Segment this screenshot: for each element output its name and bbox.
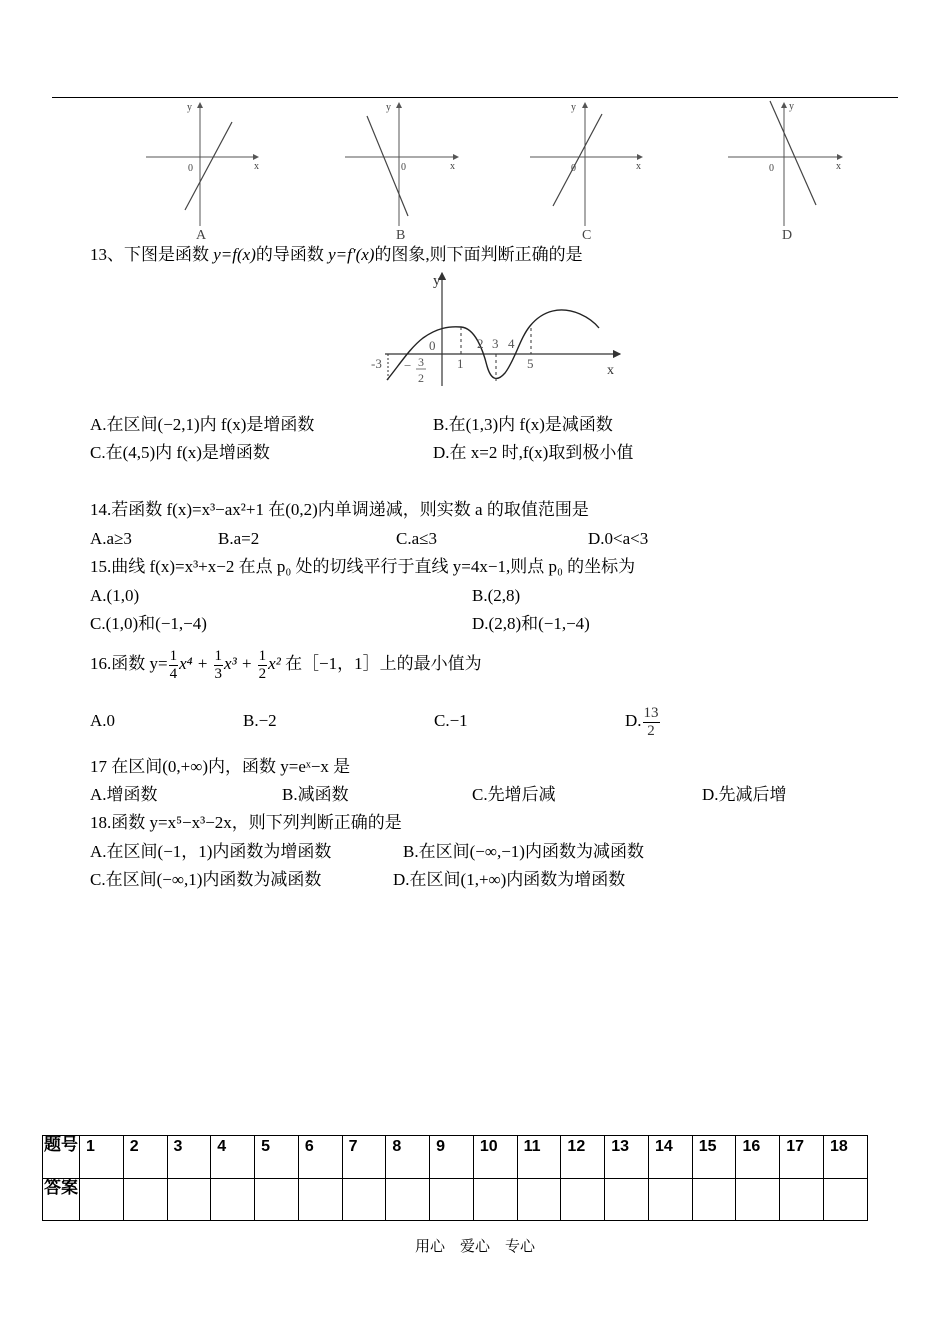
graph-d-origin: 0 (769, 163, 774, 174)
answer-cell[interactable] (648, 1178, 692, 1221)
question-number-cell: 4 (211, 1136, 255, 1179)
question-number-cell: 12 (561, 1136, 605, 1179)
graph-a-label: A (196, 228, 207, 243)
question-number-cell: 6 (298, 1136, 342, 1179)
q18-stem: 18.函数 y=x⁵−x³−2x，则下列判断正确的是 (90, 813, 402, 832)
q17-option-a[interactable]: A.增函数 (90, 785, 158, 804)
question-number-cell: 13 (605, 1136, 649, 1179)
q18-option-a[interactable]: A.在区间(−1，1)内函数为增函数 (90, 842, 332, 861)
answer-table-answer-row (43, 1178, 868, 1221)
graph-d-line (770, 101, 816, 205)
graph-b-ylabel: y (386, 102, 391, 113)
tick-3: 3 (492, 336, 499, 351)
q16-option-d[interactable] (625, 701, 661, 741)
question-number-cell: 10 (473, 1136, 517, 1179)
tick-1: 1 (457, 356, 464, 371)
q16-term-2: x³ + (224, 654, 253, 673)
answer-cell[interactable] (255, 1178, 299, 1221)
answer-cell[interactable] (736, 1178, 780, 1221)
question-number-cell: 2 (123, 1136, 167, 1179)
q15-stem: 15.曲线 f(x)=x³+x−2 在点 p₀ 处的切线平行于直线 y=4x−1,则点 p₀ 的坐标为 (90, 557, 636, 576)
graph-d-label: D (782, 228, 793, 243)
graph-d (728, 101, 842, 243)
tick-2: 2 (477, 336, 484, 351)
q16-option-b[interactable]: B.−2 (243, 711, 277, 730)
answer-cell[interactable] (517, 1178, 561, 1221)
derivative-origin: 0 (429, 338, 436, 353)
q14-option-c[interactable]: C.a≤3 (396, 529, 437, 548)
q15-option-b[interactable]: B.(2,8) (472, 586, 521, 605)
tick-4: 4 (508, 336, 515, 351)
graph-c (530, 102, 642, 243)
q16-option-d-frac: $\frac{13}{2}$ (643, 704, 659, 739)
answer-table-header-answer: 答案 (43, 1178, 80, 1221)
page-footer: 用心 爱心 专心 (414, 1237, 535, 1255)
question-number-cell: 17 (780, 1136, 824, 1179)
linear-graphs-svg (130, 98, 870, 243)
answer-cell[interactable] (824, 1178, 868, 1221)
graph-b (345, 102, 458, 243)
graph-d-xlabel: x (836, 161, 841, 172)
q16-term-1: x⁴ + (179, 654, 209, 673)
q17-option-b[interactable]: B.减函数 (282, 785, 349, 804)
question-number-cell: 7 (342, 1136, 386, 1179)
answer-cell[interactable] (780, 1178, 824, 1221)
answer-cell[interactable] (298, 1178, 342, 1221)
tick-5: 5 (527, 356, 534, 371)
q13-option-b[interactable]: B.在(1,3)内 f(x)是减函数 (433, 415, 613, 434)
graph-c-label: C (582, 228, 592, 243)
graph-a-xlabel: x (254, 161, 259, 172)
answer-cell[interactable] (692, 1178, 736, 1221)
q16-frac-2: $\frac{1}{3}$ (214, 647, 223, 682)
tick-frac-num: 3 (418, 355, 424, 369)
q17-stem: 17 在区间(0,+∞)内，函数 y=eˣ−x 是 (90, 757, 351, 776)
q13-text-pre: 13、下图是函数 (90, 245, 214, 264)
graph-a-origin: 0 (188, 163, 193, 174)
graph-c-origin: 0 (571, 163, 576, 174)
derivative-xlabel: x (607, 363, 614, 378)
tick-neg-sign: − (404, 358, 412, 373)
question-number-cell: 18 (824, 1136, 868, 1179)
question-number-cell: 8 (386, 1136, 430, 1179)
q15-option-c[interactable]: C.(1,0)和(−1,−4) (90, 614, 207, 633)
question-number-cell: 9 (430, 1136, 474, 1179)
answer-cell[interactable] (80, 1178, 124, 1221)
q18-option-b[interactable]: B.在区间(−∞,−1)内函数为减函数 (403, 842, 644, 861)
q16-option-a[interactable]: A.0 (90, 711, 116, 730)
answer-table-number-row (43, 1136, 868, 1179)
graph-d-ylabel: y (789, 101, 794, 112)
answer-table-header-number: 题号 (43, 1136, 80, 1179)
q13-text-mid: 的导函数 (255, 245, 329, 264)
answer-cell[interactable] (473, 1178, 517, 1221)
q16-option-d-prefix: D. (625, 711, 642, 730)
q13-option-c[interactable]: C.在(4,5)内 f(x)是增函数 (90, 443, 270, 462)
q16-prefix: 16.函数 y= (90, 654, 168, 673)
q18-option-c[interactable]: C.在区间(−∞,1)内函数为减函数 (90, 870, 322, 889)
graph-a-ylabel: y (187, 102, 192, 113)
q16-suffix: 在［−1，1］上的最小值为 (285, 654, 482, 673)
q14-option-a[interactable]: A.a≥3 (90, 529, 132, 548)
answer-table (42, 1135, 868, 1221)
answer-cell[interactable] (430, 1178, 474, 1221)
question-number-cell: 11 (517, 1136, 561, 1179)
q13-option-a[interactable]: A.在区间(−2,1)内 f(x)是增函数 (90, 415, 315, 434)
q14-stem: 14.若函数 f(x)=x³−ax²+1 在(0,2)内单调递减，则实数 a 的取值范围是 (90, 500, 589, 519)
q18-option-d[interactable]: D.在区间(1,+∞)内函数为增函数 (393, 870, 626, 889)
q16-frac-3: $\frac{1}{2}$ (258, 647, 267, 682)
answer-cell[interactable] (123, 1178, 167, 1221)
graph-a (146, 102, 259, 243)
q14-option-d[interactable]: D.0<a<3 (588, 529, 649, 548)
graph-c-line (553, 114, 602, 206)
q13-option-d[interactable]: D.在 x=2 时,f(x)取到极小值 (433, 443, 634, 462)
q14-option-b[interactable]: B.a=2 (218, 529, 260, 548)
derivative-graph-svg (365, 268, 625, 393)
answer-cell[interactable] (561, 1178, 605, 1221)
answer-cell[interactable] (386, 1178, 430, 1221)
graph-b-origin: 0 (401, 162, 406, 173)
derivative-ylabel: y (433, 273, 441, 289)
question-number-cell: 14 (648, 1136, 692, 1179)
tick-m3: -3 (371, 356, 382, 371)
question-number-cell: 16 (736, 1136, 780, 1179)
q16-option-c[interactable]: C.−1 (434, 711, 468, 730)
graph-c-ylabel: y (571, 102, 576, 113)
q16-frac-1: $\frac{1}{4}$ (169, 647, 178, 682)
q16-stem (90, 644, 482, 684)
q13-fy: y=f(x) (213, 245, 256, 264)
graph-b-xlabel: x (450, 161, 455, 172)
q15-option-d[interactable]: D.(2,8)和(−1,−4) (472, 614, 590, 633)
answer-cell[interactable] (605, 1178, 649, 1221)
q17-option-d[interactable]: D.先减后增 (702, 785, 787, 804)
answer-cell[interactable] (342, 1178, 386, 1221)
q17-option-c[interactable]: C.先增后减 (472, 785, 556, 804)
q16-term-3: x² (268, 654, 281, 673)
graph-c-xlabel: x (636, 161, 641, 172)
q13-fpy: y=f′(x) (328, 245, 375, 264)
q13-text-post: 的图象,则下面判断正确的是 (374, 245, 583, 264)
q15-option-a[interactable]: A.(1,0) (90, 586, 140, 605)
tick-frac-den: 2 (418, 371, 424, 385)
answer-cell[interactable] (211, 1178, 255, 1221)
answer-cell[interactable] (167, 1178, 211, 1221)
q13-stem (90, 245, 583, 265)
question-number-cell: 15 (692, 1136, 736, 1179)
graph-b-label: B (396, 228, 406, 243)
question-number-cell: 1 (80, 1136, 124, 1179)
question-number-cell: 5 (255, 1136, 299, 1179)
question-number-cell: 3 (167, 1136, 211, 1179)
